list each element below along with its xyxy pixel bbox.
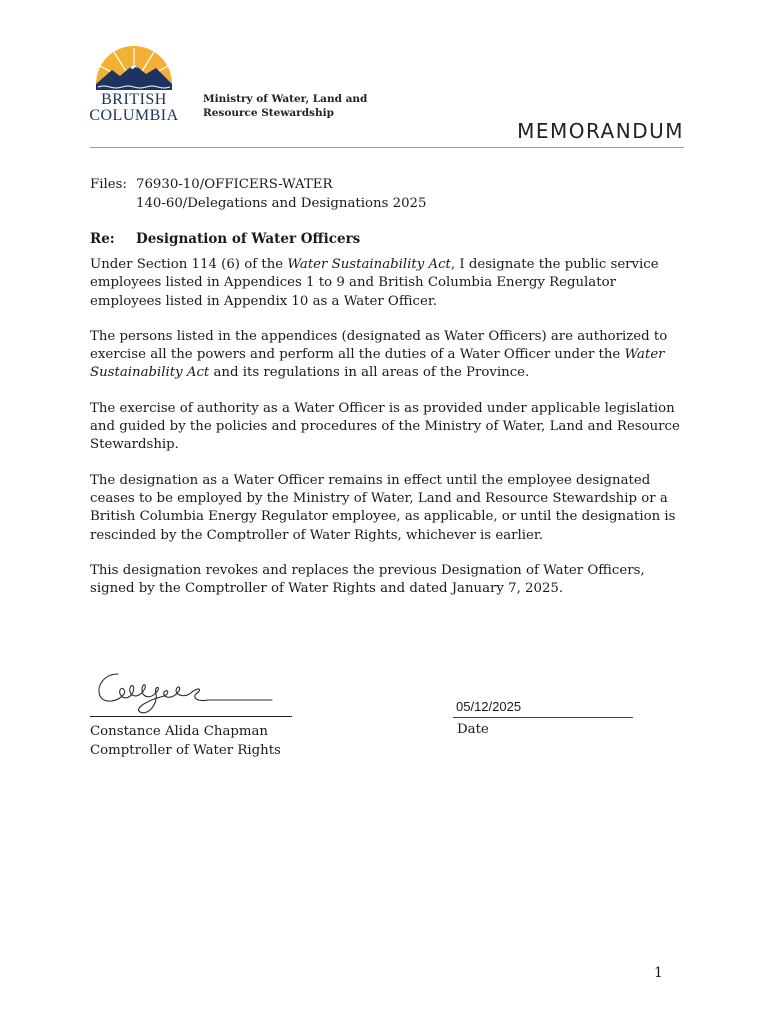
page-number: 1	[654, 965, 663, 981]
paragraph-4: The designation as a Water Officer remains in effect until the employee designated ceases to be employed by the Ministry of Water, Land and Resource Stewardship or a British Columbia Energy Regulator employee, as applicable, or until the designation is rescinded by the Comptroller of Water Rights, whichever is earlier.	[90, 472, 676, 543]
signer-block	[90, 722, 281, 760]
subject-label: Re:	[90, 231, 115, 247]
memo-body	[90, 256, 682, 615]
signature-line	[90, 716, 292, 717]
paragraph-3: The exercise of authority as a Water Officer is as provided under applicable legislation and guided by the policies and procedures of the Ministry of Water, Land and Resource Stewardship.	[90, 400, 680, 453]
memo-title: MEMORANDUM	[517, 119, 684, 143]
paragraph-5: This designation revokes and replaces the previous Designation of Water Officers, signed by the Comptroller of Water Rights and dated January 7, 2025.	[90, 562, 645, 597]
signature-icon	[92, 660, 292, 720]
ministry-line-1: Ministry of Water, Land and	[203, 93, 368, 105]
date-value: 05/12/2025	[456, 699, 522, 714]
paragraph-2: The persons listed in the appendices (designated as Water Officers) are authorized to exercise all the powers and perform all the duties of a Water Officer under the Water Sustainability Act and its regulations in all areas of the Province.	[90, 328, 668, 381]
ministry-name	[203, 92, 367, 120]
file-entry: 76930-10/OFFICERS-WATER	[136, 177, 333, 192]
paragraph-1: Under Section 114 (6) of the Water Sustainability Act, I designate the public service employees listed in Appendices 1 to 9 and British Columbia Energy Regulator employees listed in Appendix 10 as a Water Officer.	[90, 257, 659, 309]
files-list	[136, 175, 426, 213]
bc-logo	[84, 40, 184, 128]
header-divider	[90, 147, 684, 148]
files-label: Files:	[90, 177, 127, 192]
bc-logo-emblem	[84, 40, 184, 90]
signer-title: Comptroller of Water Rights	[90, 743, 281, 758]
ministry-line-2: Resource Stewardship	[203, 107, 334, 119]
signer-name: Constance Alida Chapman	[90, 724, 268, 739]
date-label: Date	[457, 722, 489, 737]
logo-text-line1: BRITISH	[101, 91, 167, 108]
file-entry: 140-60/Delegations and Designations 2025	[136, 196, 427, 211]
handwritten-signature	[92, 660, 292, 720]
date-line	[453, 717, 633, 718]
subject-text: Designation of Water Officers	[136, 231, 361, 247]
logo-text-line2: COLUMBIA	[89, 107, 179, 124]
